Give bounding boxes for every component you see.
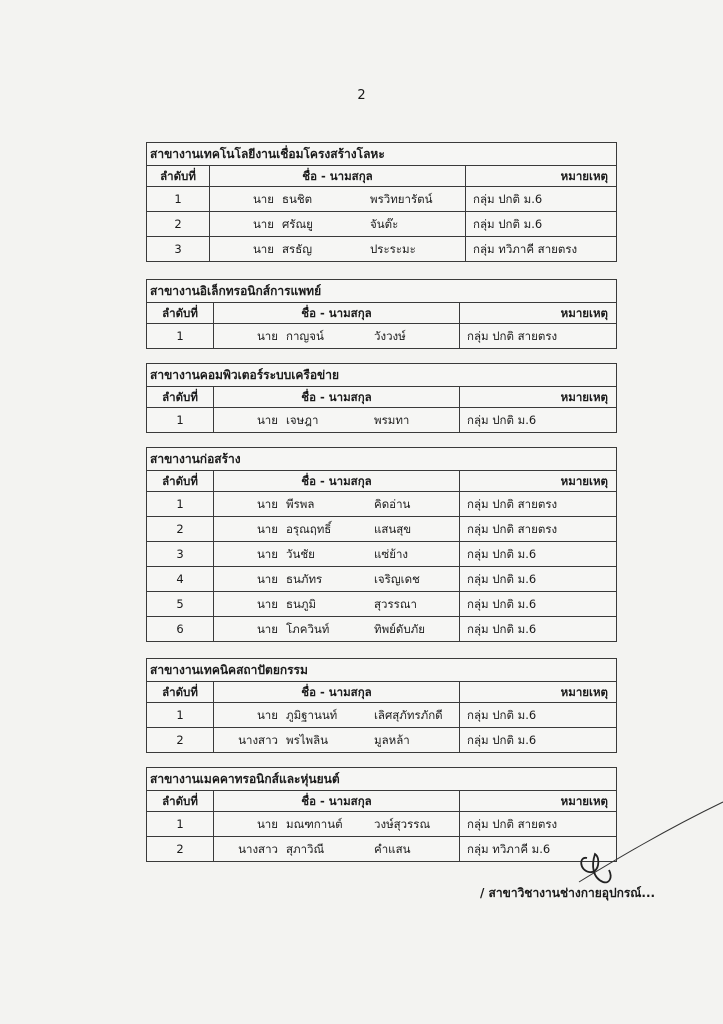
name-prefix: นาย	[252, 217, 274, 231]
first-name: ธนภูมิ	[286, 597, 317, 611]
first-name: กาญจน์	[286, 329, 324, 343]
row-note: กลุ่ม ปกติ สายตรง	[467, 522, 558, 536]
header-note: หมายเหตุ	[560, 390, 608, 404]
first-name: ธนภัทร	[286, 572, 323, 586]
table-row	[147, 591, 616, 616]
row-full-name	[214, 728, 460, 752]
first-name: มณฑกานต์	[286, 817, 343, 831]
last-name: เลิศสุภัทรภักดี	[374, 708, 443, 722]
section-table	[146, 767, 617, 862]
header-name: ชื่อ - นามสกุล	[214, 387, 460, 407]
header-note: หมายเหตุ	[560, 306, 608, 320]
table-row	[147, 491, 616, 516]
section-title: สาขางานเทคนิคสถาปัตยกรรม	[147, 659, 616, 682]
row-full-name	[214, 812, 460, 836]
header-no: ลำดับที่	[147, 166, 210, 186]
row-number: 2	[147, 837, 214, 861]
section-table	[146, 447, 617, 642]
header-no: ลำดับที่	[147, 387, 214, 407]
row-note: กลุ่ม ปกติ ม.6	[467, 708, 537, 722]
header-note: หมายเหตุ	[560, 474, 608, 488]
last-name: คำแสน	[374, 842, 411, 856]
row-full-name	[214, 617, 460, 641]
header-name: ชื่อ - นามสกุล	[214, 682, 460, 702]
row-note: กลุ่ม ปกติ ม.6	[473, 217, 543, 231]
section-title: สาขางานอิเล็กทรอนิกส์การแพทย์	[147, 280, 616, 303]
row-number: 1	[147, 812, 214, 836]
row-number: 1	[147, 703, 214, 727]
row-full-name	[214, 517, 460, 541]
row-full-name	[210, 237, 466, 261]
name-prefix: นาย	[252, 192, 274, 206]
table-header-row	[147, 303, 616, 323]
table-row	[147, 186, 616, 211]
name-prefix: นาย	[256, 329, 278, 343]
last-name: มูลหล้า	[374, 733, 410, 747]
first-name: โภควินท์	[286, 622, 330, 636]
row-full-name	[210, 212, 466, 236]
row-number: 5	[147, 592, 214, 616]
section-table	[146, 142, 617, 262]
row-note: กลุ่ม ปกติ ม.6	[467, 622, 537, 636]
row-note: กลุ่ม ปกติ ม.6	[467, 597, 537, 611]
row-full-name	[214, 703, 460, 727]
row-number: 3	[147, 542, 214, 566]
header-name: ชื่อ - นามสกุล	[210, 166, 466, 186]
last-name: จันต๊ะ	[370, 217, 399, 231]
last-name: เจริญเดช	[374, 572, 420, 586]
last-name: สุวรรณา	[374, 597, 417, 611]
last-name: แสนสุข	[374, 522, 412, 536]
row-note: กลุ่ม ปกติ ม.6	[467, 413, 537, 427]
name-prefix: นาย	[256, 817, 278, 831]
name-prefix: นาย	[256, 497, 278, 511]
section-title: สาขางานเทคโนโลยีงานเชื่อมโครงสร้างโลหะ	[147, 143, 616, 166]
row-number: 1	[147, 492, 214, 516]
row-note: กลุ่ม ปกติ สายตรง	[467, 497, 558, 511]
header-note: หมายเหตุ	[560, 169, 608, 183]
name-prefix: นาย	[256, 413, 278, 427]
row-full-name	[214, 592, 460, 616]
first-name: เจษฎา	[286, 413, 319, 427]
header-name: ชื่อ - นามสกุล	[214, 303, 460, 323]
header-no: ลำดับที่	[147, 791, 214, 811]
table-header-row	[147, 471, 616, 491]
header-note: หมายเหตุ	[560, 794, 608, 808]
row-full-name	[214, 542, 460, 566]
first-name: ธนชิต	[282, 192, 313, 206]
row-number: 2	[147, 517, 214, 541]
table-row	[147, 727, 616, 752]
row-number: 3	[147, 237, 210, 261]
name-prefix: นาย	[252, 242, 274, 256]
last-name: พรวิทยารัตน์	[370, 192, 433, 206]
section-table	[146, 658, 617, 753]
name-prefix: นาย	[256, 572, 278, 586]
first-name: อรุณฤทธิ์	[286, 522, 332, 536]
name-prefix: นาย	[256, 522, 278, 536]
row-number: 2	[147, 212, 210, 236]
row-full-name	[214, 324, 460, 348]
table-header-row	[147, 387, 616, 407]
last-name: ทิพย์ดับภัย	[374, 622, 425, 636]
row-note: กลุ่ม ปกติ สายตรง	[467, 817, 558, 831]
row-number: 1	[147, 408, 214, 432]
row-full-name	[210, 187, 466, 211]
table-header-row	[147, 682, 616, 702]
table-row	[147, 616, 616, 641]
table-row	[147, 702, 616, 727]
name-prefix: นาย	[256, 547, 278, 561]
first-name: วันชัย	[286, 547, 315, 561]
section-table	[146, 279, 617, 349]
row-number: 6	[147, 617, 214, 641]
header-name: ชื่อ - นามสกุล	[214, 791, 460, 811]
section-title: สาขางานเมคคาทรอนิกส์และหุ่นยนต์	[147, 768, 616, 791]
name-prefix: นาย	[256, 622, 278, 636]
header-no: ลำดับที่	[147, 303, 214, 323]
row-full-name	[214, 567, 460, 591]
first-name: พีรพล	[286, 497, 315, 511]
row-note: กลุ่ม ปกติ ม.6	[473, 192, 543, 206]
header-name: ชื่อ - นามสกุล	[214, 471, 460, 491]
first-name: พรไพลิน	[286, 733, 329, 747]
name-prefix: นาย	[256, 597, 278, 611]
table-header-row	[147, 166, 616, 186]
signature-mark	[575, 800, 723, 890]
table-row	[147, 236, 616, 261]
row-number: 2	[147, 728, 214, 752]
table-header-row	[147, 791, 616, 811]
table-row	[147, 836, 616, 861]
header-note: หมายเหตุ	[560, 685, 608, 699]
name-prefix: นาย	[256, 708, 278, 722]
row-note: กลุ่ม ปกติ สายตรง	[467, 329, 558, 343]
row-note: กลุ่ม ปกติ ม.6	[467, 733, 537, 747]
row-full-name	[214, 837, 460, 861]
first-name: ศรัณยู	[282, 217, 313, 231]
row-note: กลุ่ม ปกติ ม.6	[467, 547, 537, 561]
table-row	[147, 516, 616, 541]
row-number: 1	[147, 324, 214, 348]
last-name: แซ่ย้าง	[374, 547, 409, 561]
header-no: ลำดับที่	[147, 682, 214, 702]
first-name: สรธัญ	[282, 242, 313, 256]
table-row	[147, 811, 616, 836]
page-number: 2	[357, 88, 366, 103]
name-prefix: นางสาว	[238, 842, 278, 856]
table-row	[147, 407, 616, 432]
table-row	[147, 541, 616, 566]
row-full-name	[214, 408, 460, 432]
row-note: กลุ่ม ปกติ ม.6	[467, 572, 537, 586]
last-name: ประระมะ	[370, 242, 416, 256]
row-note: กลุ่ม ทวิภาคี สายตรง	[473, 242, 578, 256]
row-full-name	[214, 492, 460, 516]
section-title: สาขางานก่อสร้าง	[147, 448, 616, 471]
header-no: ลำดับที่	[147, 471, 214, 491]
row-note: กลุ่ม ทวิภาคี ม.6	[467, 842, 551, 856]
table-row	[147, 211, 616, 236]
first-name: สุภาวิณี	[286, 842, 325, 856]
row-number: 1	[147, 187, 210, 211]
last-name: พรมทา	[374, 413, 410, 427]
table-row	[147, 566, 616, 591]
name-prefix: นางสาว	[238, 733, 278, 747]
last-name: คิดอ่าน	[374, 497, 411, 511]
last-name: วังวงษ์	[374, 329, 406, 343]
row-number: 4	[147, 567, 214, 591]
first-name: ภูมิฐานนท์	[286, 708, 338, 722]
continuation-note: / สาขาวิชางานช่างกายอุปกรณ์...	[480, 886, 656, 900]
section-table	[146, 363, 617, 433]
table-row	[147, 323, 616, 348]
last-name: วงษ์สุวรรณ	[374, 817, 431, 831]
section-title: สาขางานคอมพิวเตอร์ระบบเครือข่าย	[147, 364, 616, 387]
